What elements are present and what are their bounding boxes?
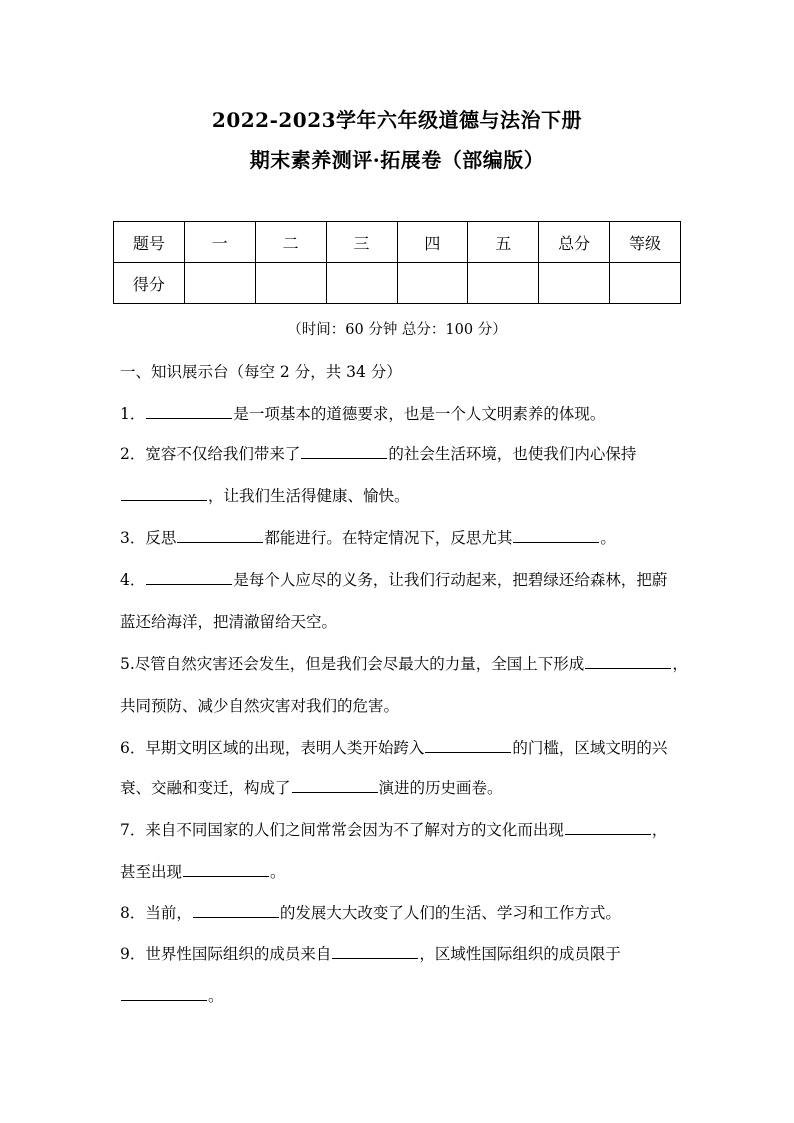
question-text: 世界性国际组织的成员来自: [145, 945, 332, 963]
header-cell: 五: [468, 222, 539, 263]
header-cell: 总分: [539, 222, 610, 263]
question-line: [120, 402, 680, 424]
question-text: 来自不同国家的人们之间常常会因为不了解对方的文化而出现: [145, 821, 564, 839]
question-number: 1．: [120, 405, 146, 423]
answer-blank[interactable]: [425, 738, 511, 753]
answer-blank[interactable]: [146, 570, 232, 585]
question-line: [120, 736, 680, 758]
question-text: 都能进行。在特定情况下，反思尤其: [264, 529, 513, 547]
question-text: 演进的历史画卷。: [378, 779, 503, 797]
question-text: ，: [651, 821, 668, 839]
score-cell[interactable]: [539, 263, 610, 304]
question-text: 尽管自然灾害还会发生，但是我们会尽最大的力量，全国上下形成: [134, 655, 585, 673]
question-text: 。: [600, 529, 616, 547]
exam-meta: （时间：60 分钟 总分：100 分）: [287, 322, 507, 338]
question-number: 3．: [120, 529, 146, 547]
answer-blank[interactable]: [193, 903, 279, 918]
header-cell: 一: [184, 222, 255, 263]
score-cell[interactable]: [468, 263, 539, 304]
question-line: [120, 901, 680, 923]
header-cell: 四: [397, 222, 468, 263]
answer-blank[interactable]: [183, 862, 269, 877]
question-line: [120, 984, 680, 1006]
answer-blank[interactable]: [292, 778, 378, 793]
row-label: 得分: [114, 263, 185, 304]
question-line: [120, 652, 688, 674]
score-cell[interactable]: [610, 263, 681, 304]
answer-blank[interactable]: [121, 486, 207, 501]
answer-blank[interactable]: [121, 986, 207, 1001]
answer-blank[interactable]: [301, 444, 387, 459]
header-cell: 题号: [114, 222, 185, 263]
question-text: ，让我们生活得健康、愉快。: [208, 487, 410, 505]
score-table: [113, 221, 681, 304]
question-line: [120, 818, 680, 840]
question-line: [120, 484, 680, 506]
question-number: 9．: [120, 945, 146, 963]
question-text: 早期文明区域的出现，表明人类开始跨入: [145, 739, 425, 757]
question-line: [120, 568, 680, 590]
question-line: [120, 776, 680, 798]
question-text: 宽容不仅给我们带来了: [145, 445, 301, 463]
question-line: [120, 860, 680, 882]
header-cell: 三: [326, 222, 397, 263]
score-cell[interactable]: [184, 263, 255, 304]
question-number: 5.: [120, 655, 135, 673]
question-number: 6．: [120, 739, 146, 757]
score-cell[interactable]: [397, 263, 468, 304]
answer-blank[interactable]: [332, 944, 418, 959]
answer-blank[interactable]: [585, 654, 671, 669]
header-cell: 二: [255, 222, 326, 263]
question-text: 当前，: [145, 904, 192, 922]
question-line: [120, 694, 680, 716]
question-text: 甚至出现: [120, 863, 183, 881]
answer-blank[interactable]: [565, 820, 651, 835]
question-line: [120, 442, 680, 464]
question-text: 共同预防、减少自然灾害对我们的危害。: [120, 697, 400, 715]
answer-blank[interactable]: [177, 528, 263, 543]
question-number: 2．: [120, 445, 146, 463]
question-text: 。: [208, 987, 224, 1005]
answer-blank[interactable]: [513, 528, 599, 543]
answer-blank[interactable]: [146, 404, 232, 419]
question-text: 衰、交融和变迁，构成了: [120, 779, 291, 797]
question-text: 是一项基本的道德要求，也是一个人文明素养的体现。: [233, 405, 606, 423]
question-text: ，: [672, 655, 688, 673]
question-text: 蓝还给海洋，把清澈留给天空。: [120, 613, 338, 631]
score-table-score-row: [114, 263, 681, 304]
exam-title-line1: 2022-2023学年六年级道德与法治下册: [211, 108, 583, 132]
question-text: ，区域性国际组织的成员限于: [419, 945, 621, 963]
header-cell: 等级: [610, 222, 681, 263]
question-text: 。: [270, 863, 286, 881]
score-cell[interactable]: [326, 263, 397, 304]
score-cell[interactable]: [255, 263, 326, 304]
question-text: 反思: [145, 529, 177, 547]
section-title: 一、知识展示台（每空 2 分，共 34 分）: [120, 363, 402, 381]
question-number: 4．: [120, 571, 146, 589]
question-number: 8．: [120, 904, 146, 922]
question-text: 的发展大大改变了人们的生活、学习和工作方式。: [279, 904, 621, 922]
question-line: [120, 610, 680, 632]
exam-title-line2: 期末素养测评·拓展卷（部编版）: [249, 148, 545, 172]
score-table-header-row: [114, 222, 681, 263]
question-line: [120, 942, 680, 964]
question-text: 的门槛，区域文明的兴: [512, 739, 668, 757]
question-line: [120, 526, 680, 548]
question-text: 是每个人应尽的义务，让我们行动起来，把碧绿还给森林，把蔚: [233, 571, 668, 589]
question-number: 7．: [120, 821, 146, 839]
question-text: 的社会生活环境，也使我们内心保持: [388, 445, 637, 463]
